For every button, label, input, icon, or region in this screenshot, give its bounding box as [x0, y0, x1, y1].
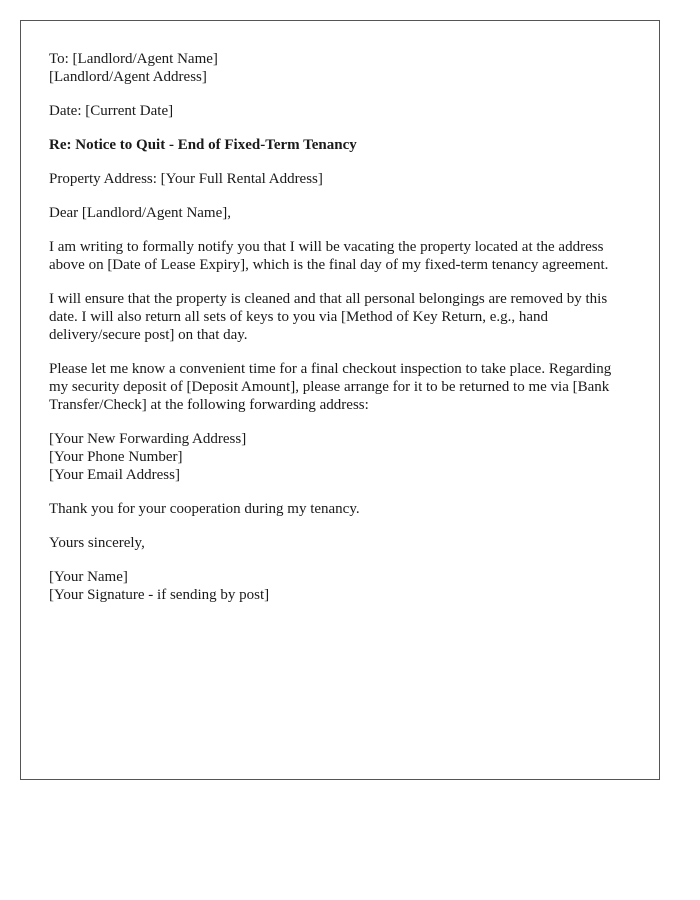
thanks-line: Thank you for your cooperation during my tenancy. [49, 501, 360, 517]
signature-note: [Your Signature - if sending by post] [49, 587, 270, 603]
forwarding-address: [Your New Forwarding Address] [49, 431, 247, 447]
property-address: Property Address: [Your Full Rental Address] [49, 171, 323, 187]
paragraph-notice: I am writing to formally notify you that I will be vacating the property located at the address above on [Date of Lease Expiry], which is the final day of my fixed-term tenancy agreement. [49, 239, 609, 273]
letter-subject: Re: Notice to Quit - End of Fixed-Term Tenancy [49, 137, 357, 153]
recipient-name: To: [Landlord/Agent Name] [49, 51, 218, 67]
letter-page [20, 20, 660, 780]
forwarding-email: [Your Email Address] [49, 467, 180, 483]
signature-name: [Your Name] [49, 569, 128, 585]
closing-line: Yours sincerely, [49, 535, 145, 551]
recipient-address: [Landlord/Agent Address] [49, 69, 207, 85]
signature-block [49, 568, 631, 604]
forwarding-details [49, 430, 631, 484]
letter-date: Date: [Current Date] [49, 103, 174, 119]
salutation: Dear [Landlord/Agent Name], [49, 205, 232, 221]
recipient-block [49, 50, 631, 86]
paragraph-keys: I will ensure that the property is cleaned and that all personal belongings are removed by this date. I will also return all sets of keys to you via [Method of Key Return, e.g., hand delivery/secure post] on that day. [49, 291, 608, 343]
forwarding-phone: [Your Phone Number] [49, 449, 183, 465]
paragraph-deposit: Please let me know a convenient time for a final checkout inspection to take place. Regarding my security deposit of [Deposit Amount], please arrange for it to be returned to me via [Bank Transfer/Check] at the following forwarding address: [49, 361, 612, 413]
